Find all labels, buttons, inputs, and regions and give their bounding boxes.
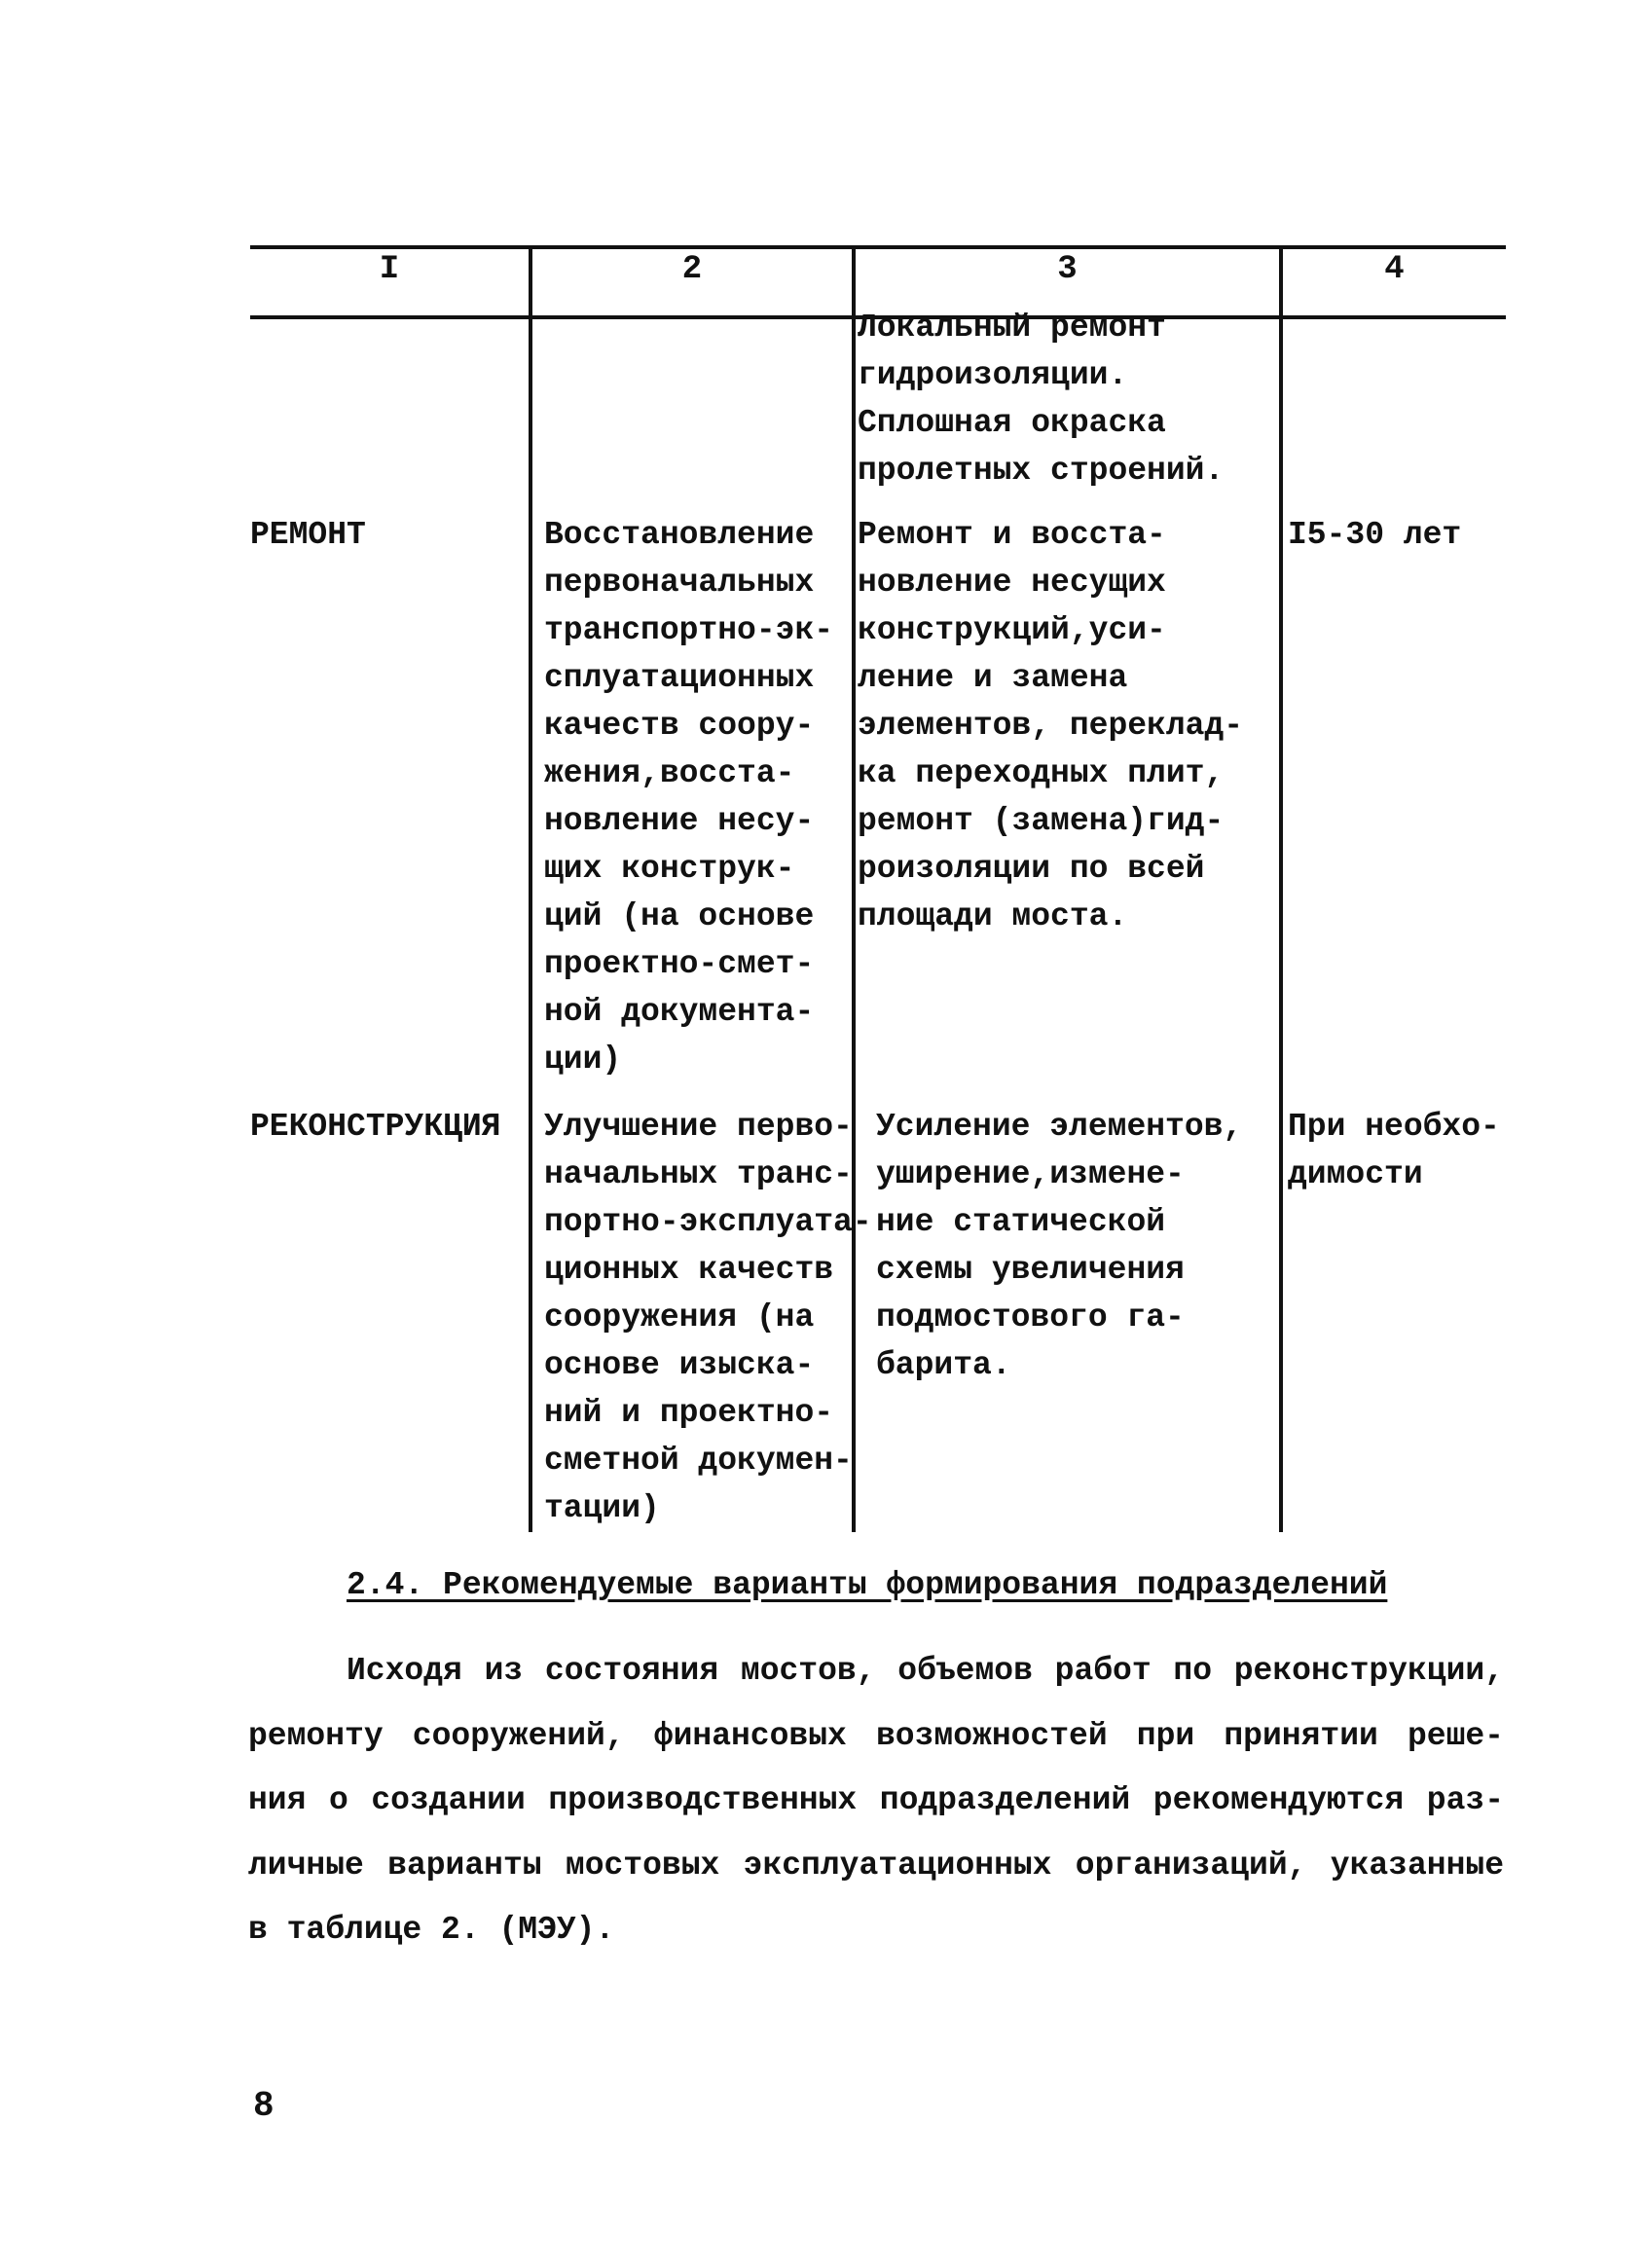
column-header-4: 4	[1384, 251, 1405, 288]
table-cell-col2	[544, 1103, 872, 1532]
column-header-2: 2	[681, 251, 703, 288]
table-cell-col4	[1288, 1103, 1500, 1198]
cell-line: транспортно-эк-	[544, 612, 834, 648]
paragraph-line: ремонту сооружений, финансовых возможностей при принятии реше-	[248, 1717, 1504, 1754]
table-cell-col3	[858, 304, 1224, 494]
cell-line: основе изыска-	[544, 1347, 815, 1383]
cell-line: димости	[1288, 1156, 1423, 1192]
cell-line: сооружения (на	[544, 1299, 815, 1335]
cell-line: Усиление элементов,	[876, 1109, 1243, 1145]
cell-line: РЕКОНСТРУКЦИЯ	[250, 1109, 501, 1145]
cell-line: щих конструк-	[544, 851, 795, 887]
column-header-1: I	[379, 251, 400, 288]
column-divider	[529, 245, 532, 1532]
table-cell-col3	[858, 511, 1243, 940]
cell-line: подмостового га-	[876, 1299, 1185, 1335]
cell-line: начальных транс-	[544, 1156, 853, 1192]
cell-line: конструкций,уси-	[858, 612, 1166, 648]
cell-line: ной документа-	[544, 994, 815, 1030]
paragraph-line: ния о создании производственных подразделений рекомендуются раз-	[248, 1782, 1504, 1818]
cell-line: ционных качеств	[544, 1252, 834, 1288]
table-cell-col1	[250, 1103, 500, 1151]
table-cell-col1	[250, 511, 366, 559]
cell-line: портно-эксплуата-	[544, 1204, 872, 1240]
body-paragraph	[248, 1639, 1504, 1963]
cell-line: ний и проектно-	[544, 1395, 834, 1431]
cell-line: При необхо-	[1288, 1109, 1500, 1145]
cell-line: первоначальных	[544, 565, 815, 601]
cell-line: РЕМОНТ	[250, 517, 366, 553]
cell-line: жения,восста-	[544, 755, 795, 791]
table-top-rule	[250, 245, 1506, 249]
cell-line: проектно-смет-	[544, 946, 815, 982]
cell-line: ние статической	[876, 1204, 1166, 1240]
table-cell-col4	[1288, 511, 1461, 559]
paragraph-line: личные варианты мостовых эксплуатационных организаций, указанные	[248, 1847, 1504, 1884]
cell-line: схемы увеличения	[876, 1252, 1185, 1288]
cell-line: Сплошная окраска	[858, 405, 1166, 441]
cell-line: элементов, переклад-	[858, 708, 1244, 744]
cell-line: ка переходных плит,	[858, 755, 1225, 791]
section-heading: 2.4. Рекомендуемые варианты формирования подразделений	[347, 1567, 1388, 1603]
paragraph-line: Исходя из состояния мостов, объемов работ по реконструкции,	[347, 1653, 1504, 1689]
column-header-3: 3	[1057, 251, 1078, 288]
cell-line: пролетных строений.	[858, 453, 1225, 489]
cell-line: Локальный ремонт	[858, 310, 1166, 346]
cell-line: новление несущих	[858, 565, 1166, 601]
page-number: 8	[253, 2086, 274, 2126]
cell-line: ремонт (замена)гид-	[858, 803, 1225, 839]
cell-line: сплуатационных	[544, 660, 815, 696]
cell-line: качеств соору-	[544, 708, 815, 744]
cell-line: роизоляции по всей	[858, 851, 1205, 887]
cell-line: площади моста.	[858, 898, 1128, 934]
table-cell-col2	[544, 511, 833, 1083]
cell-line: барита.	[876, 1347, 1011, 1383]
table-cell-col3	[876, 1103, 1242, 1389]
cell-line: Восстановление	[544, 517, 815, 553]
cell-line: ций (на основе	[544, 898, 815, 934]
cell-line: ции)	[544, 1042, 622, 1078]
cell-line: гидроизоляции.	[858, 357, 1128, 393]
cell-line: I5-30 лет	[1288, 517, 1462, 553]
column-divider	[1279, 245, 1283, 1532]
cell-line: Ремонт и восста-	[858, 517, 1166, 553]
cell-line: ление и замена	[858, 660, 1128, 696]
cell-line: уширение,измене-	[876, 1156, 1185, 1192]
cell-line: тации)	[544, 1490, 660, 1526]
paragraph-line: в таблице 2. (МЭУ).	[248, 1912, 615, 1948]
cell-line: новление несу-	[544, 803, 815, 839]
cell-line: сметной докумен-	[544, 1443, 853, 1479]
cell-line: Улучшение перво-	[544, 1109, 853, 1145]
